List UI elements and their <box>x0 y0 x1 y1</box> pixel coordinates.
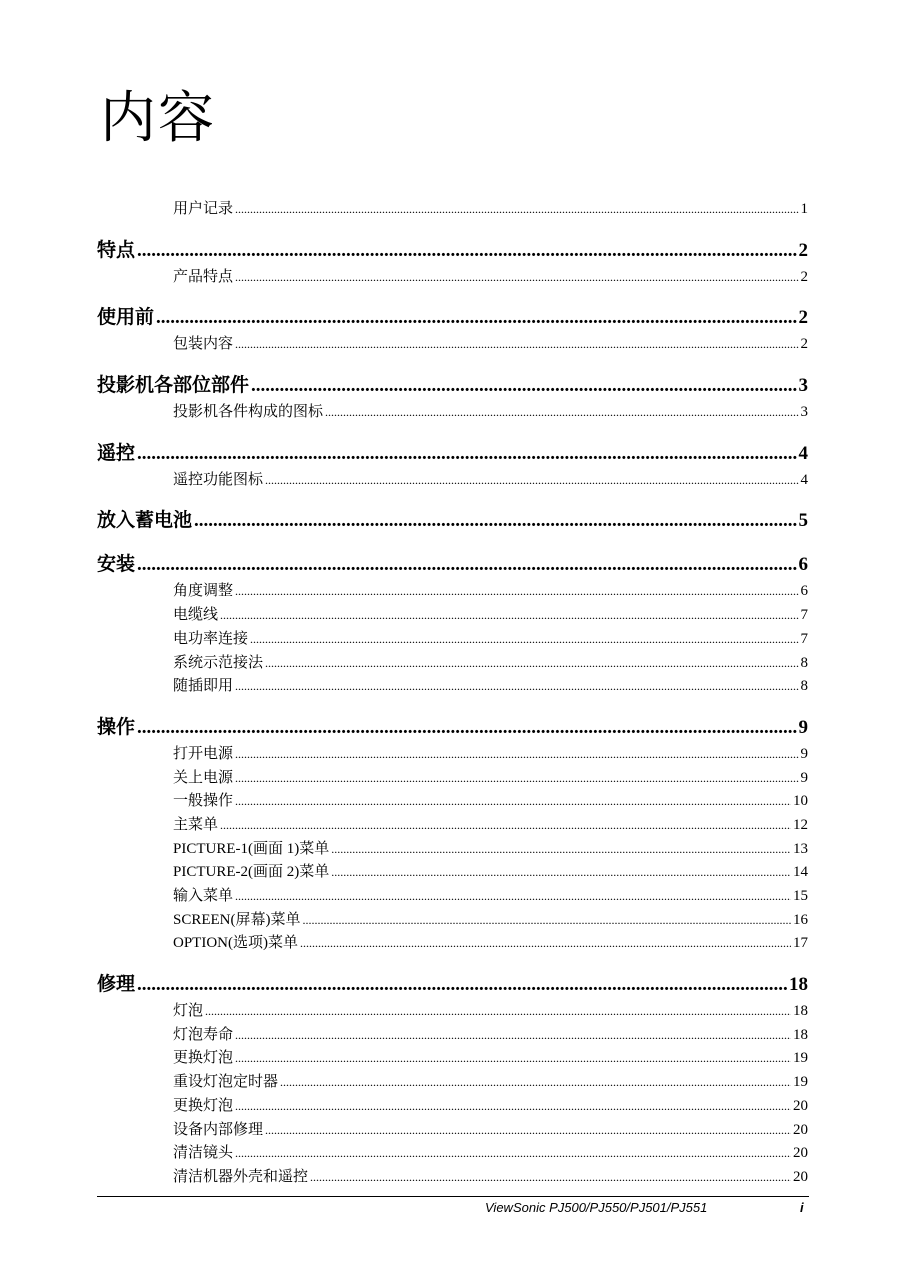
toc-entry-label: 角度调整 <box>173 583 234 600</box>
toc-leader-dots <box>235 885 791 909</box>
toc-leader-dots <box>235 580 798 604</box>
toc-entry-page: 3 <box>798 375 808 397</box>
toc-section-entry[interactable] <box>97 1000 808 1024</box>
toc-section-entry[interactable] <box>97 885 808 909</box>
toc-section-entry[interactable] <box>97 861 808 885</box>
toc-entry-page: 18 <box>793 1003 808 1020</box>
toc-entry-page: 2 <box>798 239 808 261</box>
toc-leader-dots <box>194 506 796 536</box>
toc-entry-label: 重设灯泡定时器 <box>173 1074 279 1091</box>
toc-entry-label: 一般操作 <box>173 793 234 810</box>
toc-entry-label: 关上电源 <box>173 769 234 786</box>
toc-leader-dots <box>303 909 791 933</box>
toc-entry-page: 5 <box>798 510 808 532</box>
toc-section-entry[interactable] <box>97 652 808 676</box>
toc-entry-page: 15 <box>793 888 808 904</box>
toc-entry-label: 操作 <box>97 716 136 738</box>
toc-entry-label: 主菜单 <box>173 816 219 833</box>
toc-entry-page: 17 <box>793 935 808 952</box>
toc-entry-label: 修理 <box>97 974 136 996</box>
toc-leader-dots <box>137 713 796 743</box>
toc-chapter-entry[interactable] <box>97 970 808 1000</box>
toc-leader-dots <box>137 550 796 580</box>
toc-leader-dots <box>265 1119 791 1143</box>
toc-entry-label: 投影机各件构成的图标 <box>173 404 324 421</box>
toc-leader-dots <box>205 1000 791 1024</box>
table-of-contents <box>97 198 808 1190</box>
toc-entry-page: 9 <box>798 716 808 738</box>
toc-leader-dots <box>250 628 798 652</box>
toc-entry-label: 特点 <box>97 239 136 261</box>
toc-section-entry[interactable] <box>97 1142 808 1166</box>
toc-entry-page: 2 <box>798 307 808 329</box>
toc-leader-dots <box>235 790 791 814</box>
footer-divider <box>97 1196 809 1197</box>
toc-section-entry[interactable] <box>97 198 808 222</box>
toc-entry-label: 随插即用 <box>173 678 234 695</box>
toc-entry-label: 产品特点 <box>173 268 234 285</box>
toc-leader-dots <box>137 236 796 266</box>
toc-entry-page: 4 <box>800 471 808 488</box>
toc-entry-page: 12 <box>793 816 808 833</box>
toc-section-entry[interactable] <box>97 401 808 425</box>
toc-entry-label: OPTION(选项)菜单 <box>173 935 298 952</box>
toc-entry-label: 用户记录 <box>173 201 234 217</box>
toc-chapter-entry[interactable] <box>97 439 808 469</box>
toc-entry-page: 20 <box>793 1097 808 1114</box>
toc-entry-label: 使用前 <box>97 307 155 329</box>
toc-entry-page: 20 <box>793 1145 808 1162</box>
toc-chapter-entry[interactable] <box>97 713 808 743</box>
toc-leader-dots <box>235 1142 791 1166</box>
toc-section-entry[interactable] <box>97 604 808 628</box>
toc-leader-dots <box>251 371 796 401</box>
toc-entry-label: 清洁镜头 <box>173 1145 234 1162</box>
toc-leader-dots <box>235 1047 791 1071</box>
toc-entry-label: 更换灯泡 <box>173 1097 234 1114</box>
toc-section-entry[interactable] <box>97 814 808 838</box>
toc-entry-label: 放入蓄电池 <box>97 510 193 532</box>
toc-section-entry[interactable] <box>97 1119 808 1143</box>
toc-entry-label: 灯泡 <box>173 1003 204 1020</box>
toc-entry-page: 8 <box>800 654 808 671</box>
toc-section-entry[interactable] <box>97 469 808 493</box>
toc-section-entry[interactable] <box>97 266 808 290</box>
toc-leader-dots <box>220 604 798 628</box>
toc-entry-label: PICTURE-2(画面 2)菜单 <box>173 864 330 881</box>
toc-section-entry[interactable] <box>97 932 808 956</box>
toc-entry-label: 遥控 <box>97 442 136 464</box>
toc-leader-dots <box>331 838 791 862</box>
toc-leader-dots <box>156 303 796 333</box>
toc-entry-page: 2 <box>800 336 808 353</box>
toc-chapter-entry[interactable] <box>97 371 808 401</box>
toc-leader-dots <box>235 1024 791 1048</box>
toc-chapter-entry[interactable] <box>97 303 808 333</box>
toc-entry-page: 18 <box>793 1026 808 1043</box>
toc-section-entry[interactable] <box>97 1071 808 1095</box>
toc-entry-label: 电功率连接 <box>173 630 249 647</box>
toc-section-entry[interactable] <box>97 1095 808 1119</box>
toc-leader-dots <box>265 469 798 493</box>
toc-chapter-entry[interactable] <box>97 550 808 580</box>
toc-entry-label: 更换灯泡 <box>173 1050 234 1067</box>
toc-entry-label: PICTURE-1(画面 1)菜单 <box>173 840 330 857</box>
toc-entry-page: 20 <box>793 1121 808 1138</box>
toc-section-entry[interactable] <box>97 909 808 933</box>
toc-leader-dots <box>300 932 791 956</box>
toc-entry-label: 打开电源 <box>173 745 234 762</box>
toc-leader-dots <box>325 401 798 425</box>
toc-section-entry[interactable] <box>97 675 808 699</box>
toc-entry-page: 7 <box>800 607 808 624</box>
toc-leader-dots <box>235 1095 791 1119</box>
toc-entry-label: 灯泡寿命 <box>173 1026 234 1043</box>
toc-entry-page: 13 <box>793 840 808 857</box>
toc-entry-label: 投影机各部位部件 <box>97 375 250 397</box>
toc-section-entry[interactable] <box>97 743 808 767</box>
toc-section-entry[interactable] <box>97 580 808 604</box>
toc-leader-dots <box>331 861 791 885</box>
toc-leader-dots <box>280 1071 791 1095</box>
toc-leader-dots <box>265 652 798 676</box>
toc-leader-dots <box>220 814 791 838</box>
footer-model-text: ViewSonic PJ500/PJ550/PJ501/PJ551 <box>485 1200 708 1215</box>
toc-entry-page: 14 <box>793 864 808 881</box>
toc-entry-page: 4 <box>798 442 808 464</box>
toc-entry-label: 清洁机器外壳和遥控 <box>173 1168 309 1185</box>
toc-section-entry[interactable] <box>97 1024 808 1048</box>
toc-entry-page: 9 <box>800 769 808 786</box>
toc-section-entry[interactable] <box>97 333 808 357</box>
toc-entry-page: 20 <box>793 1168 808 1185</box>
toc-leader-dots <box>137 439 796 469</box>
toc-entry-label: 包装内容 <box>173 336 234 353</box>
toc-entry-label: 遥控功能图标 <box>173 471 264 488</box>
toc-entry-page: 6 <box>800 583 808 600</box>
toc-leader-dots <box>235 743 798 767</box>
toc-entry-page: 8 <box>800 678 808 695</box>
toc-leader-dots <box>235 675 798 699</box>
toc-entry-page: 19 <box>793 1074 808 1091</box>
toc-entry-label: SCREEN(屏幕)菜单 <box>173 911 301 928</box>
toc-entry-label: 设备内部修理 <box>173 1121 264 1138</box>
toc-entry-label: 输入菜单 <box>173 888 234 904</box>
toc-leader-dots <box>235 266 798 290</box>
toc-leader-dots <box>137 970 787 1000</box>
page-title: 内容 <box>100 88 216 150</box>
toc-entry-page: 7 <box>800 630 808 647</box>
toc-chapter-entry[interactable] <box>97 506 808 536</box>
toc-leader-dots <box>310 1166 791 1190</box>
toc-section-entry[interactable] <box>97 790 808 814</box>
toc-entry-label: 系统示范接法 <box>173 654 264 671</box>
footer-page-number: i <box>800 1200 804 1215</box>
toc-section-entry[interactable] <box>97 628 808 652</box>
toc-leader-dots <box>235 333 798 357</box>
toc-entry-page: 3 <box>800 404 808 421</box>
toc-section-entry[interactable] <box>97 838 808 862</box>
toc-entry-page: 16 <box>793 911 808 928</box>
toc-entry-page: 1 <box>800 201 808 217</box>
toc-entry-page: 9 <box>800 745 808 762</box>
toc-chapter-entry[interactable] <box>97 236 808 266</box>
toc-leader-dots <box>235 767 798 791</box>
toc-leader-dots <box>235 198 798 222</box>
toc-entry-page: 18 <box>789 974 808 996</box>
toc-entry-page: 6 <box>798 554 808 576</box>
toc-entry-page: 2 <box>800 268 808 285</box>
toc-section-entry[interactable] <box>97 1047 808 1071</box>
toc-entry-page: 10 <box>793 793 808 810</box>
toc-entry-label: 电缆线 <box>173 607 219 624</box>
toc-entry-label: 安装 <box>97 554 136 576</box>
toc-section-entry[interactable] <box>97 767 808 791</box>
toc-entry-page: 19 <box>793 1050 808 1067</box>
toc-section-entry[interactable] <box>97 1166 808 1190</box>
